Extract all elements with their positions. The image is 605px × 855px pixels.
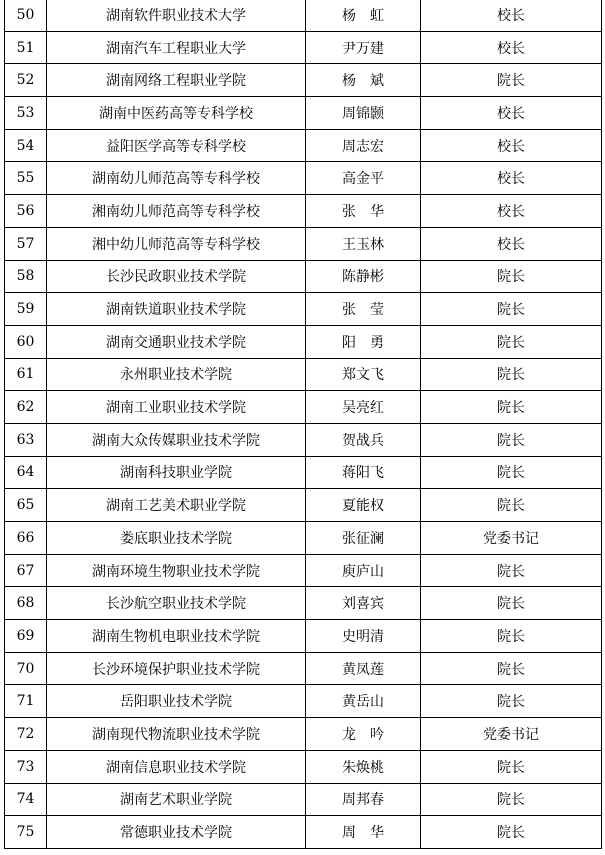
row-number: 67	[5, 554, 47, 587]
row-number: 55	[5, 162, 47, 195]
school-name: 湖南信息职业技术学院	[47, 750, 306, 783]
person-name: 王玉林	[306, 227, 421, 260]
position-title: 院长	[421, 489, 602, 522]
person-name: 周邦春	[306, 783, 421, 816]
school-name: 湘中幼儿师范高等专科学校	[47, 227, 306, 260]
school-name: 岳阳职业技术学院	[47, 685, 306, 718]
position-title: 院长	[421, 293, 602, 326]
row-number: 75	[5, 816, 47, 849]
school-name: 长沙民政职业技术学院	[47, 260, 306, 293]
school-name: 湖南大众传媒职业技术学院	[47, 423, 306, 456]
row-number: 62	[5, 391, 47, 424]
person-name: 史明清	[306, 620, 421, 653]
position-title: 院长	[421, 391, 602, 424]
person-name: 吴亮红	[306, 391, 421, 424]
row-number: 70	[5, 652, 47, 685]
school-name: 湖南中医药高等专科学校	[47, 97, 306, 130]
table-row	[5, 31, 602, 64]
row-number: 71	[5, 685, 47, 718]
table-row	[5, 489, 602, 522]
person-name: 张 莹	[306, 293, 421, 326]
position-title: 院长	[421, 325, 602, 358]
table-row	[5, 358, 602, 391]
school-name: 湘南幼儿师范高等专科学校	[47, 195, 306, 228]
row-number: 65	[5, 489, 47, 522]
table-row	[5, 129, 602, 162]
position-title: 院长	[421, 358, 602, 391]
row-number: 57	[5, 227, 47, 260]
person-name: 刘喜宾	[306, 587, 421, 620]
position-title: 党委书记	[421, 522, 602, 555]
row-number: 69	[5, 620, 47, 653]
table-row	[5, 423, 602, 456]
position-title: 院长	[421, 685, 602, 718]
row-number: 68	[5, 587, 47, 620]
table-row	[5, 195, 602, 228]
table-row	[5, 391, 602, 424]
table-row	[5, 227, 602, 260]
position-title: 院长	[421, 64, 602, 97]
person-name: 朱焕桃	[306, 750, 421, 783]
table-row	[5, 718, 602, 751]
position-title: 校长	[421, 0, 602, 31]
person-name: 周志宏	[306, 129, 421, 162]
person-name: 庾庐山	[306, 554, 421, 587]
table-row	[5, 456, 602, 489]
school-name: 湖南工业职业技术学院	[47, 391, 306, 424]
person-name: 周锦颢	[306, 97, 421, 130]
table-row	[5, 260, 602, 293]
row-number: 63	[5, 423, 47, 456]
school-name: 湖南铁道职业技术学院	[47, 293, 306, 326]
row-number: 64	[5, 456, 47, 489]
position-title: 院长	[421, 816, 602, 849]
position-title: 院长	[421, 652, 602, 685]
position-title: 校长	[421, 129, 602, 162]
person-name: 阳 勇	[306, 325, 421, 358]
position-title: 校长	[421, 195, 602, 228]
person-name: 郑文飞	[306, 358, 421, 391]
table-row	[5, 783, 602, 816]
position-title: 院长	[421, 456, 602, 489]
table-row	[5, 64, 602, 97]
person-name: 黄凤莲	[306, 652, 421, 685]
position-title: 院长	[421, 587, 602, 620]
school-name: 娄底职业技术学院	[47, 522, 306, 555]
person-name: 尹万建	[306, 31, 421, 64]
table-row	[5, 325, 602, 358]
table-row	[5, 816, 602, 849]
school-name: 湖南幼儿师范高等专科学校	[47, 162, 306, 195]
row-number: 66	[5, 522, 47, 555]
row-number: 51	[5, 31, 47, 64]
table-row	[5, 587, 602, 620]
school-name: 湖南环境生物职业技术学院	[47, 554, 306, 587]
position-title: 校长	[421, 227, 602, 260]
table-row	[5, 522, 602, 555]
table-row	[5, 620, 602, 653]
row-number: 61	[5, 358, 47, 391]
row-number: 74	[5, 783, 47, 816]
person-name: 周 华	[306, 816, 421, 849]
person-name: 夏能权	[306, 489, 421, 522]
school-name: 湖南现代物流职业技术学院	[47, 718, 306, 751]
row-number: 60	[5, 325, 47, 358]
position-title: 院长	[421, 750, 602, 783]
position-title: 党委书记	[421, 718, 602, 751]
position-title: 院长	[421, 554, 602, 587]
school-name: 湖南汽车工程职业大学	[47, 31, 306, 64]
person-name: 杨 虹	[306, 0, 421, 31]
principal-table	[4, 0, 602, 849]
position-title: 校长	[421, 97, 602, 130]
school-name: 湖南网络工程职业学院	[47, 64, 306, 97]
school-name: 湖南科技职业学院	[47, 456, 306, 489]
table-row	[5, 652, 602, 685]
row-number: 53	[5, 97, 47, 130]
school-name: 长沙航空职业技术学院	[47, 587, 306, 620]
position-title: 院长	[421, 423, 602, 456]
position-title: 院长	[421, 783, 602, 816]
school-name: 湖南艺术职业学院	[47, 783, 306, 816]
person-name: 蒋阳飞	[306, 456, 421, 489]
row-number: 56	[5, 195, 47, 228]
person-name: 陈静彬	[306, 260, 421, 293]
school-name: 永州职业技术学院	[47, 358, 306, 391]
table-row	[5, 162, 602, 195]
position-title: 校长	[421, 162, 602, 195]
school-name: 湖南交通职业技术学院	[47, 325, 306, 358]
school-name: 常德职业技术学院	[47, 816, 306, 849]
school-name: 益阳医学高等专科学校	[47, 129, 306, 162]
person-name: 高金平	[306, 162, 421, 195]
school-name: 湖南软件职业技术大学	[47, 0, 306, 31]
table-row	[5, 685, 602, 718]
person-name: 张 华	[306, 195, 421, 228]
person-name: 龙 吟	[306, 718, 421, 751]
table-row	[5, 750, 602, 783]
school-name: 湖南生物机电职业技术学院	[47, 620, 306, 653]
person-name: 杨 斌	[306, 64, 421, 97]
row-number: 59	[5, 293, 47, 326]
position-title: 院长	[421, 260, 602, 293]
row-number: 58	[5, 260, 47, 293]
row-number: 72	[5, 718, 47, 751]
row-number: 73	[5, 750, 47, 783]
person-name: 黄岳山	[306, 685, 421, 718]
table-body	[5, 0, 602, 848]
school-name: 湖南工艺美术职业学院	[47, 489, 306, 522]
person-name: 贺战兵	[306, 423, 421, 456]
table-row	[5, 293, 602, 326]
row-number: 54	[5, 129, 47, 162]
table-row	[5, 554, 602, 587]
row-number: 50	[5, 0, 47, 31]
row-number: 52	[5, 64, 47, 97]
table-row	[5, 0, 602, 31]
position-title: 校长	[421, 31, 602, 64]
table-row	[5, 97, 602, 130]
position-title: 院长	[421, 620, 602, 653]
school-name: 长沙环境保护职业技术学院	[47, 652, 306, 685]
person-name: 张征澜	[306, 522, 421, 555]
